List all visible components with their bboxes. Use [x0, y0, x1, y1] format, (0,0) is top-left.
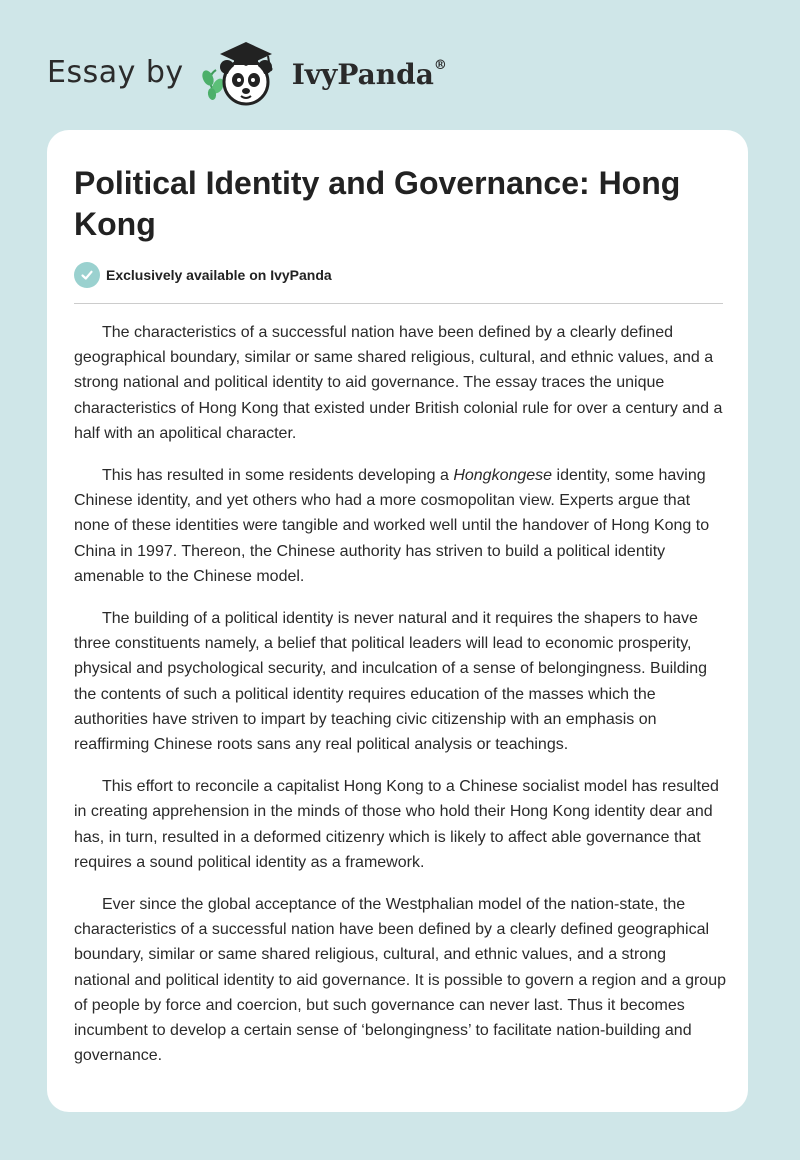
panda-graduate-icon[interactable]	[198, 36, 290, 108]
paragraph-2-end: identity, some having Chinese identity, and yet others who had a more cosmopolitan view. Experts argue that none of these identities were tangible and worked well until the handover of Hong Kong to China in 1997. Thereon, the Chinese authority has striven to build a political identity amenable to the Chinese model.	[74, 467, 710, 585]
paragraph-1: The characteristics of a successful nation have been defined by a clearly defined geographical boundary, similar or same shared religious, cultural, and ethnic values, and a strong national and political identity to aid governance. The essay traces the unique characteristics of Hong Kong that existed under British colonial rule for over a century and a half with an apolitical character.	[74, 324, 723, 442]
badge-label: Exclusively available on IvyPanda	[106, 267, 332, 283]
page-title: Political Identity and Governance: Hong Kong	[74, 165, 681, 242]
site-header	[47, 36, 447, 108]
check-icon	[74, 262, 100, 288]
paragraph-3: The building of a political identity is never natural and it requires the shapers to have three constituents namely, a belief that political leaders will lead to economic prosperity, physical and psychological security, and inculcation of a sense of belongingness. Building the contents of such a political identity requires education of the masses which the authorities have striven to impart by teaching civic citizenship with an emphasis on reaffirming Chinese roots sans any real political analysis or teachings.	[74, 610, 707, 754]
brand-name[interactable]	[292, 58, 447, 91]
paragraph-2	[74, 463, 726, 589]
essay-by-label: Essay by	[47, 54, 184, 90]
brand-text: IvyPanda	[291, 57, 434, 91]
paragraph-2-start: This has resulted in some residents developing a	[102, 467, 454, 485]
emphasis-term: Hongkongese	[453, 467, 553, 485]
registered-mark: ®	[433, 58, 447, 74]
paragraph-4: This effort to reconcile a capitalist Hong Kong to a Chinese socialist model has resulted in creating apprehension in the minds of those who hold their Hong Kong identity dear and has, in turn, resulted in a deformed citizenry which is likely to affect able governance that requires a sound political identity as a framework.	[74, 778, 719, 871]
essay-card	[47, 130, 748, 1112]
paragraph-5: Ever since the global acceptance of the Westphalian model of the nation-state, the characteristics of a successful nation have been defined by a clearly defined geographical boundary, similar or same shared religious, cultural, and ethnic values, and a strong national and political identity to aid governance. It is possible to govern a region and a group of people by force and coercion, but such governance can never last. Thus it becomes incumbent to develop a certain sense of ‘belongingness’ to facilitate nation-building and governance.	[74, 896, 726, 1065]
essay-body	[74, 320, 726, 1085]
exclusive-badge	[74, 262, 332, 288]
divider	[74, 303, 723, 304]
